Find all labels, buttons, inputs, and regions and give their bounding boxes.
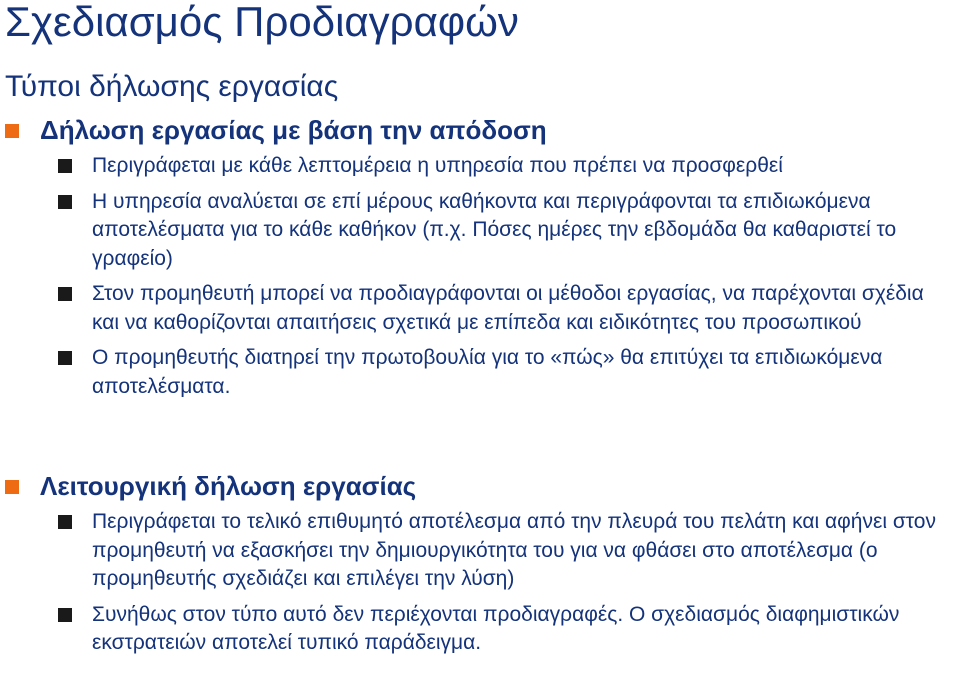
bullet-list — [0, 508, 960, 658]
section-functional — [0, 470, 960, 658]
bullet-text: Περιγράφεται το τελικό επιθυμητό αποτέλεσμα από την πλευρά του πελάτη και αφήνει στον προμηθευτή να εξασκήσει την δημιουργικότητα του για να φθάσει στο αποτέλεσμα (ο προμηθευτής σχεδιάζει και επιλέγει την λύση) — [92, 510, 936, 590]
black-square-icon — [58, 515, 72, 529]
orange-square-icon — [5, 480, 19, 494]
bullet-list — [0, 152, 960, 401]
orange-square-icon — [5, 124, 19, 138]
section-heading — [0, 470, 960, 502]
bullet-item — [0, 188, 960, 274]
section-performance-based — [0, 114, 960, 401]
bullet-item — [0, 152, 960, 181]
bullet-text: Στον προμηθευτή μπορεί να προδιαγράφονται οι μέθοδοι εργασίας, να παρέχονται σχέδια και να καθορίζονται απαιτήσεις σχετικά με επίπεδα και ειδικότητες του προσωπικού — [92, 282, 924, 334]
black-square-icon — [58, 195, 72, 209]
slide-subtitle: Τύποι δήλωσης εργασίας — [5, 70, 339, 103]
section-heading — [0, 114, 960, 146]
bullet-text: Περιγράφεται με κάθε λεπτομέρεια η υπηρεσία που πρέπει να προσφερθεί — [92, 154, 783, 177]
bullet-item — [0, 601, 960, 658]
bullet-text: Συνήθως στον τύπο αυτό δεν περιέχονται προδιαγραφές. Ο σχεδιασμός διαφημιστικών εκστρατειών αποτελεί τυπικό παράδειγμα. — [92, 602, 900, 654]
section-heading-text: Δήλωση εργασίας με βάση την απόδοση — [40, 115, 547, 145]
black-square-icon — [58, 159, 72, 173]
bullet-text: Ο προμηθευτής διατηρεί την πρωτοβουλία για το «πώς» θα επιτύχει τα επιδιωκόμενα αποτελέσματα. — [92, 346, 883, 398]
black-square-icon — [58, 351, 72, 365]
bullet-item — [0, 508, 960, 594]
bullet-item — [0, 344, 960, 401]
black-square-icon — [58, 608, 72, 622]
bullet-item — [0, 280, 960, 337]
black-square-icon — [58, 287, 72, 301]
section-heading-text: Λειτουργική δήλωση εργασίας — [40, 471, 417, 501]
slide-title: Σχεδιασμός Προδιαγραφών — [5, 0, 519, 45]
bullet-text: Η υπηρεσία αναλύεται σε επί μέρους καθήκοντα και περιγράφονται τα επιδιωκόμενα αποτελέσματα για το κάθε καθήκον (π.χ. Πόσες ημέρες την εβδομάδα θα καθαριστεί το γραφείο) — [92, 189, 897, 270]
